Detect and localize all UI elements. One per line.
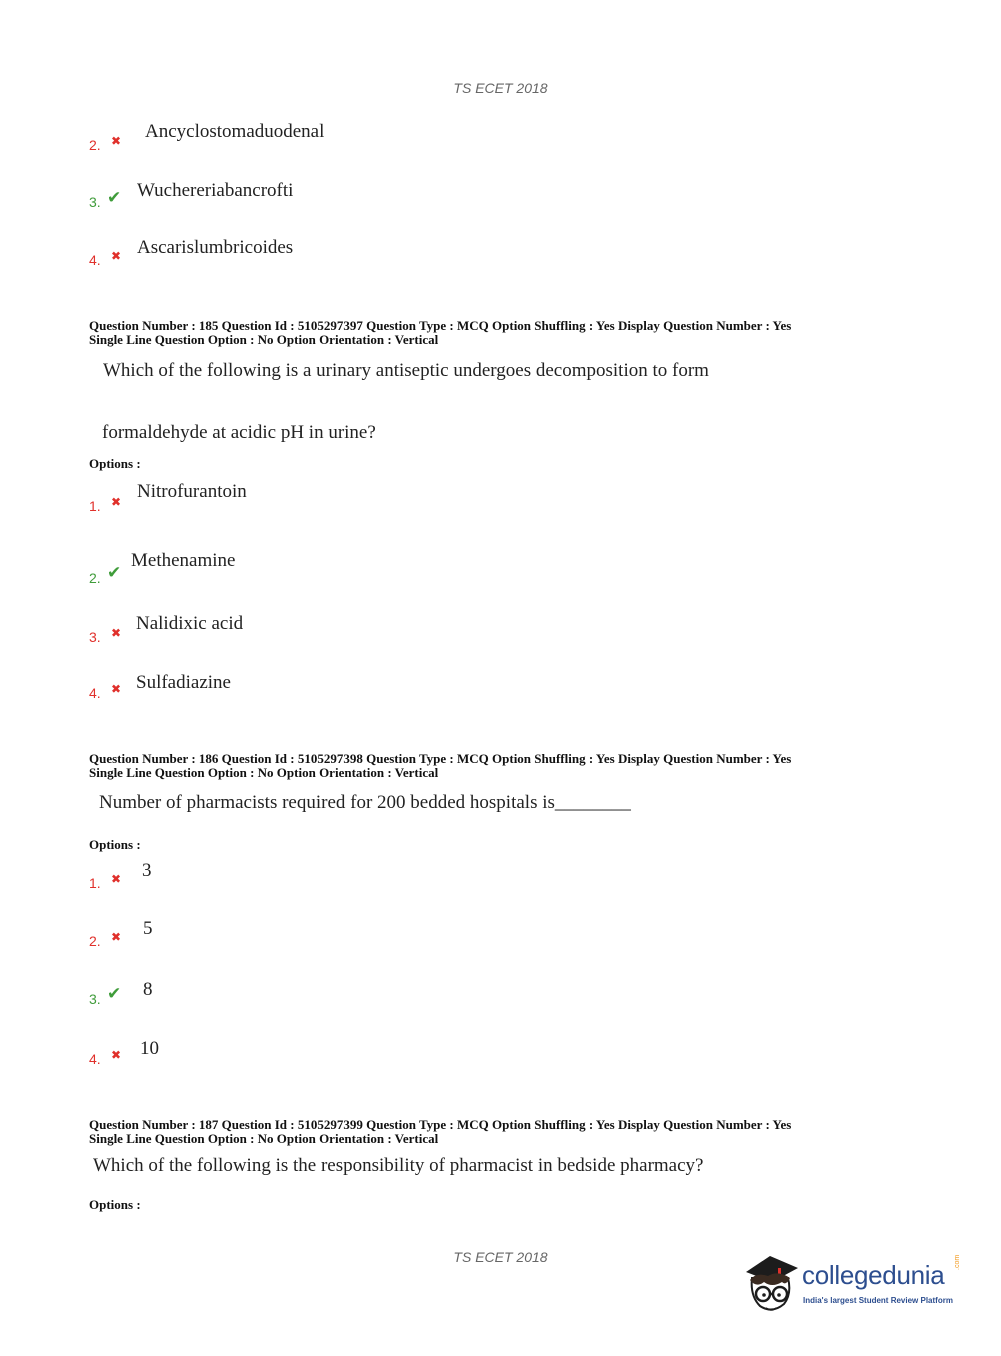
cross-icon: ✖	[111, 1048, 122, 1062]
collegedunia-logo	[742, 1250, 967, 1318]
mascot-icon	[742, 1250, 802, 1318]
option-text: Ascarislumbricoides	[137, 237, 294, 258]
cross-icon: ✖	[111, 134, 122, 148]
option-number: 3.	[89, 991, 101, 1007]
option-text: Methenamine	[131, 550, 236, 571]
option-number: 4.	[89, 252, 101, 268]
option-text: Sulfadiazine	[136, 672, 231, 693]
question-meta-line1: Question Number : 186 Question Id : 5105297398 Question Type : MCQ Option Shuffling : Yes Display Question Number : Yes	[89, 751, 792, 766]
question-text-line2: formaldehyde at acidic pH in urine?	[102, 422, 376, 443]
question-meta-line2: Single Line Question Option : No Option Orientation : Vertical	[89, 332, 439, 347]
check-icon: ✔	[107, 563, 122, 583]
page-footer-title: TS ECET 2018	[453, 1249, 548, 1265]
option-text: 5	[143, 918, 153, 939]
option-number: 3.	[89, 629, 101, 645]
option-text: Wuchereriabancrofti	[137, 180, 294, 201]
logo-name: collegedunia	[802, 1260, 945, 1290]
question-text: Number of pharmacists required for 200 bedded hospitals is________	[99, 792, 631, 813]
question-meta-line1: Question Number : 185 Question Id : 5105297397 Question Type : MCQ Option Shuffling : Yes Display Question Number : Yes	[89, 318, 792, 333]
logo-tagline: India's largest Student Review Platform	[803, 1296, 953, 1305]
options-label: Options :	[89, 837, 141, 852]
check-icon: ✔	[107, 984, 122, 1004]
option-number: 2.	[89, 570, 101, 586]
cross-icon: ✖	[111, 872, 122, 886]
options-label: Options :	[89, 1197, 141, 1212]
option-text: 8	[143, 979, 153, 1000]
question-meta-line2: Single Line Question Option : No Option Orientation : Vertical	[89, 1131, 439, 1146]
option-number: 4.	[89, 685, 101, 701]
option-text: 10	[140, 1038, 159, 1059]
option-number: 1.	[89, 875, 101, 891]
page-header-title: TS ECET 2018	[453, 80, 548, 96]
logo-com: .com	[954, 1254, 961, 1270]
option-number: 1.	[89, 498, 101, 514]
cross-icon: ✖	[111, 930, 122, 944]
cross-icon: ✖	[111, 495, 122, 509]
option-text: Ancyclostomaduodenal	[145, 121, 325, 142]
option-number: 3.	[89, 194, 101, 210]
question-text-line1: Which of the following is a urinary antiseptic undergoes decomposition to form	[103, 360, 709, 381]
options-label: Options :	[89, 456, 141, 471]
check-icon: ✔	[107, 188, 122, 208]
cross-icon: ✖	[111, 626, 122, 640]
question-meta-line1: Question Number : 187 Question Id : 5105297399 Question Type : MCQ Option Shuffling : Yes Display Question Number : Yes	[89, 1117, 792, 1132]
option-number: 4.	[89, 1051, 101, 1067]
option-number: 2.	[89, 933, 101, 949]
question-text: Which of the following is the responsibility of pharmacist in bedside pharmacy?	[93, 1155, 704, 1176]
option-text: 3	[142, 860, 152, 881]
option-text: Nalidixic acid	[136, 613, 244, 634]
cross-icon: ✖	[111, 249, 122, 263]
question-meta-line2: Single Line Question Option : No Option Orientation : Vertical	[89, 765, 439, 780]
cross-icon: ✖	[111, 682, 122, 696]
option-number: 2.	[89, 137, 101, 153]
option-text: Nitrofurantoin	[137, 481, 247, 502]
